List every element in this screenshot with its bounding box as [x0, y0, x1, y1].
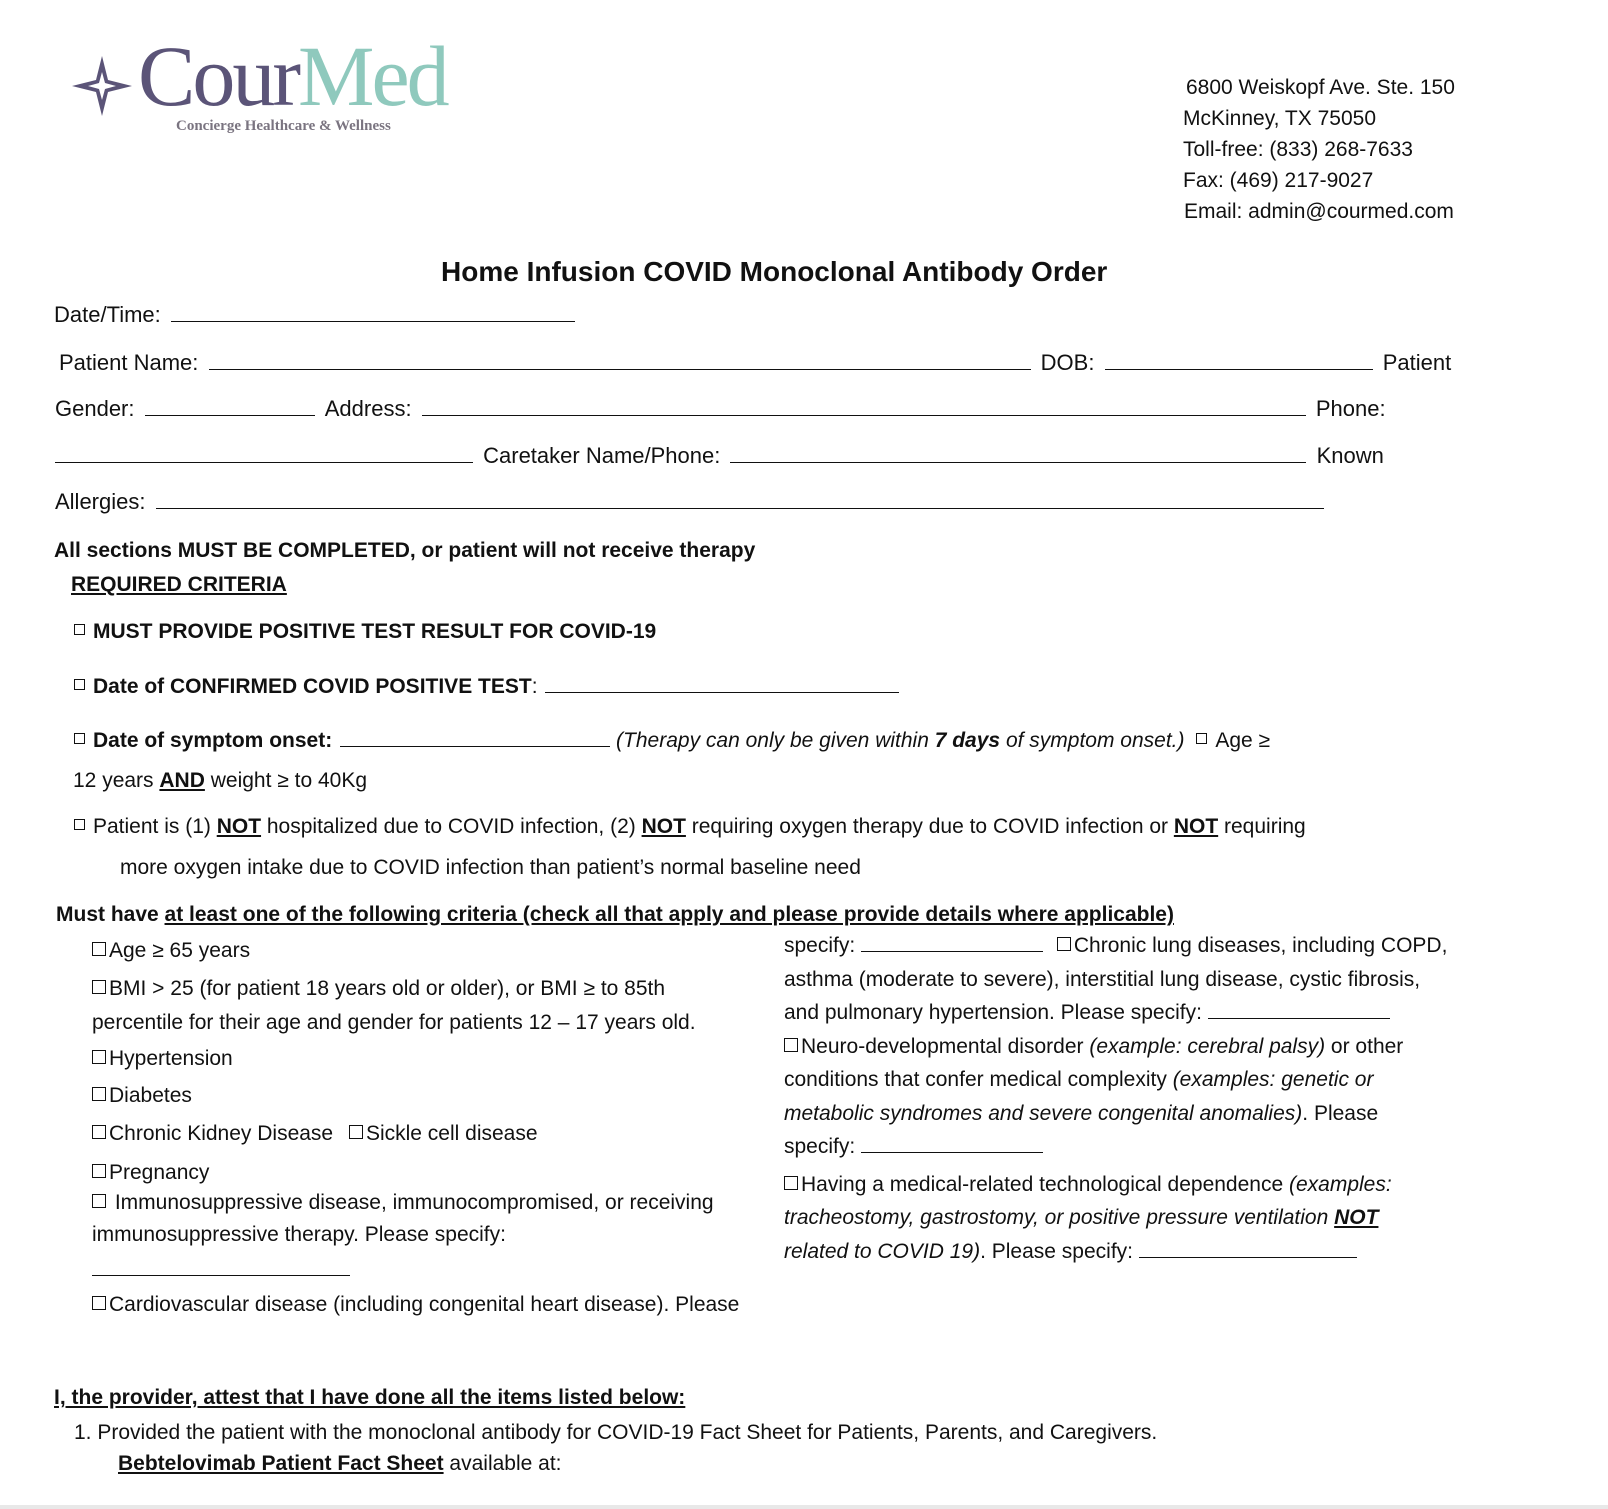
age-label: Age ≥: [1215, 729, 1271, 752]
symptom-onset-field[interactable]: [340, 728, 610, 747]
bmi-checkbox[interactable]: [92, 980, 106, 994]
required-item-symptom-onset: [74, 728, 1270, 753]
not-hosp-b: hospitalized due to COVID infection, (2): [261, 815, 642, 838]
criteria-cardio: [92, 1288, 739, 1322]
criteria-immuno: [92, 1187, 714, 1286]
not-hosp-d: requiring: [1218, 815, 1306, 838]
not-hosp-a: Patient is (1): [93, 815, 217, 838]
lung-line3: and pulmonary hypertension. Please specify:: [784, 1001, 1202, 1024]
criteria-heading: [56, 903, 1174, 927]
not-hospitalized-line2: more oxygen intake due to COVID infection than patient’s normal baseline need: [120, 856, 861, 879]
cardio-specify-row: [784, 929, 1447, 963]
address-phone: Toll-free: (833) 268-7633: [1183, 138, 1413, 161]
therapy-note-b: of symptom onset.): [1000, 729, 1185, 752]
age-65-label: Age ≥ 65 years: [109, 939, 251, 962]
tech-line2-i: tracheostomy, gastrostomy, or positive pressure ventilation: [784, 1206, 1335, 1229]
hypertension-checkbox[interactable]: [92, 1050, 106, 1064]
neuro-specify-label: specify:: [784, 1135, 856, 1158]
hypertension-label: Hypertension: [109, 1047, 233, 1070]
therapy-note-bold: 7 days: [934, 729, 1001, 752]
phone-label: Phone:: [1315, 396, 1386, 421]
age-weight-b: weight ≥ to 40Kg: [204, 769, 368, 792]
neuro-line2-i: (examples: genetic or: [1172, 1068, 1374, 1091]
positive-test-text: MUST PROVIDE POSITIVE TEST RESULT FOR COVID-19: [93, 620, 657, 643]
criteria-right-column: [784, 929, 1447, 1268]
tech-line2-row: [784, 1201, 1447, 1235]
neuro-line1-i: (example: cerebral palsy): [1089, 1034, 1326, 1058]
lung-line2: asthma (moderate to severe), interstitial lung disease, cystic fibrosis,: [784, 967, 1421, 991]
attest-heading: I, the provider, attest that I have done all the items listed below:: [54, 1386, 686, 1409]
gender-label: Gender:: [55, 396, 135, 421]
patient-name-row: [59, 350, 1451, 376]
lung-checkbox[interactable]: [1057, 937, 1071, 951]
therapy-note-a: (Therapy can only be given within: [616, 729, 935, 752]
tech-line1-row: [784, 1168, 1447, 1202]
neuro-line2-row: [784, 1063, 1447, 1097]
cardio-specify-field[interactable]: [861, 933, 1043, 952]
ckd-label: Chronic Kidney Disease: [109, 1122, 334, 1145]
address-line2: McKinney, TX 75050: [1183, 107, 1376, 130]
logo-tagline: Concierge Healthcare & Wellness: [176, 118, 391, 134]
required-criteria-heading: REQUIRED CRITERIA: [71, 573, 287, 596]
attest-item-1-sub: [118, 1452, 562, 1476]
test-date-checkbox[interactable]: [74, 679, 85, 690]
test-date-field[interactable]: [545, 674, 899, 693]
patient-name-label: Patient Name:: [59, 350, 199, 375]
diabetes-label: Diabetes: [109, 1084, 192, 1107]
tech-line1-i: (examples:: [1288, 1172, 1392, 1196]
neuro-line1-row: [784, 1030, 1447, 1064]
allergies-field[interactable]: [156, 490, 1324, 509]
tech-line2-not: NOT: [1334, 1206, 1379, 1229]
immuno-line1: Immunosuppressive disease, immunocompromised, or receiving: [109, 1191, 714, 1214]
address-block: [1183, 72, 1455, 227]
dob-label: DOB:: [1040, 350, 1095, 375]
attest-item-1: 1. Provided the patient with the monoclonal antibody for COVID-19 Fact Sheet for Patients, Parents, and Caregivers.: [74, 1421, 1158, 1444]
address-label: Address:: [324, 396, 412, 421]
not-hospitalized-checkbox[interactable]: [74, 819, 85, 830]
criteria-ckd-sickle: [92, 1117, 538, 1151]
test-date-colon: :: [531, 675, 538, 698]
neuro-specify-row: [784, 1130, 1447, 1164]
criteria-diabetes: [92, 1079, 192, 1113]
logo-word-part1: Cour: [138, 28, 298, 124]
sickle-label: Sickle cell disease: [365, 1122, 538, 1145]
diabetes-checkbox[interactable]: [92, 1087, 106, 1101]
age-weight-and: AND: [159, 769, 205, 792]
criteria-age: [92, 934, 250, 968]
not-hosp-not1: NOT: [216, 815, 262, 838]
age-weight-a: 12 years: [73, 769, 160, 792]
neuro-line1-a: Neuro-developmental disorder: [801, 1034, 1090, 1058]
date-time-label: Date/Time:: [54, 302, 161, 327]
cardio-specify-label: specify:: [784, 934, 856, 957]
not-hosp-c: requiring oxygen therapy due to COVID infection or: [685, 815, 1174, 838]
bmi-line2: percentile for their age and gender for patients 12 – 17 years old.: [92, 1011, 696, 1034]
gender-address-row: [55, 396, 1386, 422]
cardio-checkbox[interactable]: [92, 1296, 106, 1310]
symptom-onset-checkbox[interactable]: [74, 733, 85, 744]
neuro-line1-b: or other: [1325, 1034, 1404, 1058]
lung-line3-row: [784, 996, 1447, 1030]
required-item-not-hospitalized: [74, 815, 1306, 839]
pregnancy-label: Pregnancy: [109, 1161, 210, 1184]
address-field[interactable]: [422, 397, 1306, 416]
lung-line1: Chronic lung diseases, including COPD,: [1073, 934, 1448, 957]
tech-specify-field[interactable]: [1139, 1239, 1357, 1258]
symptom-onset-label: Date of symptom onset:: [93, 729, 333, 752]
criteria-heading-b: at least one of the following criteria (check all that apply and please provide details where applicable): [164, 903, 1174, 926]
neuro-line2-a: conditions that confer medical complexity: [784, 1068, 1173, 1091]
known-label: Known: [1316, 443, 1384, 468]
not-hosp-not3: NOT: [1173, 815, 1219, 838]
positive-test-checkbox[interactable]: [74, 624, 85, 635]
age-65-checkbox[interactable]: [92, 942, 106, 956]
tech-line3-row: [784, 1235, 1447, 1269]
address-line1: 6800 Weiskopf Ave. Ste. 150: [1186, 76, 1455, 99]
tech-line3-i: related to COVID 19): [784, 1239, 981, 1263]
caretaker-row: [55, 443, 1384, 469]
cardio-label: Cardiovascular disease (including congenital heart disease). Please: [109, 1293, 740, 1316]
criteria-pregnancy: [92, 1156, 209, 1190]
date-time-row: [54, 302, 575, 328]
neuro-line3-b: . Please: [1302, 1101, 1379, 1125]
neuro-line3-i: metabolic syndromes and severe congenital anomalies): [784, 1101, 1303, 1125]
star-icon: [70, 54, 134, 118]
not-hosp-not2: NOT: [641, 815, 686, 838]
lung-specify-field[interactable]: [1208, 1000, 1390, 1019]
tech-checkbox[interactable]: [784, 1176, 798, 1190]
dob-field[interactable]: [1105, 351, 1373, 370]
fact-sheet-rest: available at:: [443, 1452, 562, 1475]
caretaker-field[interactable]: [730, 444, 1306, 463]
address-fax: Fax: (469) 217-9027: [1183, 169, 1374, 192]
address-email: Email: admin@courmed.com: [1184, 200, 1454, 223]
date-time-field[interactable]: [171, 303, 575, 322]
page-title: Home Infusion COVID Monoclonal Antibody Order: [441, 256, 1108, 287]
criteria-bmi: [92, 972, 696, 1040]
criteria-hypertension: [92, 1042, 233, 1076]
immuno-specify-field[interactable]: [92, 1257, 350, 1276]
criteria-heading-a: Must have: [56, 903, 165, 926]
pregnancy-checkbox[interactable]: [92, 1164, 106, 1178]
gender-field[interactable]: [145, 397, 315, 416]
patient-label: Patient: [1382, 350, 1452, 375]
test-date-label: Date of CONFIRMED COVID POSITIVE TEST: [93, 675, 532, 698]
logo-word-part2: Med: [298, 28, 447, 124]
caretaker-label: Caretaker Name/Phone:: [483, 443, 721, 468]
allergies-row: [55, 489, 1324, 515]
sickle-checkbox[interactable]: [349, 1125, 363, 1139]
required-item-positive-test: [74, 620, 656, 644]
tech-line1-a: Having a medical-related technological dependence: [801, 1172, 1289, 1196]
neuro-checkbox[interactable]: [784, 1038, 798, 1052]
ckd-checkbox[interactable]: [92, 1125, 106, 1139]
completion-notice: All sections MUST BE COMPLETED, or patient will not receive therapy: [54, 539, 756, 562]
page-bottom-edge: [0, 1505, 1608, 1509]
patient-name-field[interactable]: [209, 351, 1031, 370]
patient-phone-field[interactable]: [55, 444, 473, 463]
allergies-label: Allergies:: [55, 489, 146, 514]
fact-sheet-link[interactable]: Bebtelovimab Patient Fact Sheet: [118, 1452, 444, 1475]
neuro-specify-field[interactable]: [861, 1134, 1043, 1153]
age-checkbox[interactable]: [1196, 733, 1207, 744]
immuno-checkbox[interactable]: [92, 1194, 106, 1208]
immuno-line2: immunosuppressive therapy. Please specify:: [92, 1223, 506, 1246]
bmi-line1: BMI > 25 (for patient 18 years old or older), or BMI ≥ to 85th: [109, 977, 666, 1000]
tech-line3-b: . Please specify:: [980, 1239, 1133, 1263]
age-weight-row: [73, 769, 367, 793]
neuro-line3-row: [784, 1097, 1447, 1131]
required-item-test-date: [74, 674, 899, 699]
